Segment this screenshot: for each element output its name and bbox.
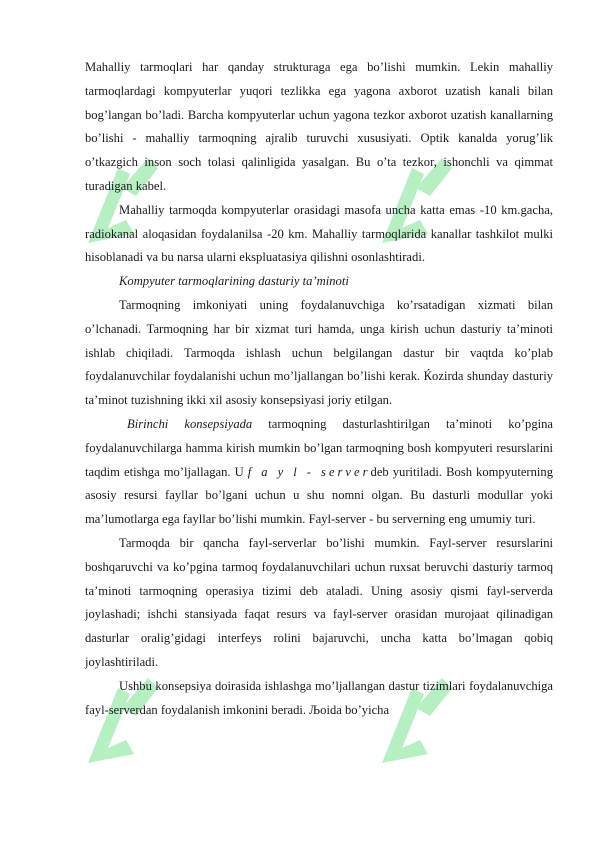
paragraph: Tarmoqda bir qancha fayl-serverlar bo’lishi mumkin. Fayl-server resurslarini boshqaruvchi va ko’pgina tarmoq foydalanuvchilari uchun ruxsat beruvchi dasturiy tarmoq ta’minoti tarmoqning operasiya tizimi deb ataladi. Uning asosiy qismi fayl-serverda joylashadi; ishchi stansiyada faqat resurs va fayl-server orasidan murojaat qilinadigan dasturlar oralig’gidagi interfeys rolini bajaruvchi, uncha katta bo’lmagan qobiq joylashtiriladi. [85, 535, 553, 669]
term-emphasis: Birinchi konsepsiyada [127, 416, 253, 431]
paragraph-text: tarmoqning dasturlashtirilgan ta’minoti ko’pgina foydalanuvchilarga hamma kirish mumkin bo’lgan tarmoqning bosh kompyuteri resurslarini taqdim etishga mo’ljallagan. U [85, 416, 553, 479]
paragraph: Mahalliy tarmoqda kompyuterlar orasidagi masofa uncha katta emas -10 km.gacha, radiokanal aloqasidan foydalanilsa -20 km. Mahalliy tarmoqlarida kanallar tashkilot mulki hisoblanadi va bu narsa ularni ekspluatasiya qilishni osonlashtiradi. [85, 202, 553, 265]
section-heading: Kompyuter tarmoqlarining dasturiy ta’minoti [119, 274, 349, 289]
body-text [85, 56, 553, 722]
paragraph [85, 413, 553, 532]
paragraph: Tarmoqning imkoniyati uning foydalanuvchiga ko’rsatadigan xizmati bilan o’lchanadi. Tarmoqning har bir xizmat turi hamda, unga kirish uchun dasturiy ta’minoti ishlab chiqiladi. Tarmoqda ishlash uchun belgilangan dastur bir vaqtda ko’plab foydalanuvchilar foydalanishi uchun mo’ljallangan bo’lishi kerak. Ќozirda shunday dasturiy ta’minot tuzishning ikki xil asosiy konsepsiyasi joriy etilgan. [85, 297, 553, 408]
paragraph: Mahalliy tarmoqlari har qanday strukturaga ega bo’lishi mumkin. Lekin mahalliy tarmoqlardagi kompyuterlar yuqori tezlikka ega yagona axborot uzatish kanali bilan bog’langan bo’ladi. Barcha kompyuterlar uchun yagona tezkor axborot uzatish kanallarning bo’lishi - mahalliy tarmoqning ajralib turuvchi xususiyati. Optik kanalda yorug’lik o’tkazgich inson soch tolasi qalinligida yasalgan. Bu o’ta tezkor, ishonchli va qimmat turadigan kabel. [85, 60, 553, 193]
paragraph: Ushbu konsepsiya doirasida ishlashga mo’ljallangan dastur tizimlari foydalanuvchiga fayl-serverdan foydalanish imkonini beradi. Љoida bo’yicha [85, 678, 553, 717]
term-spaced: f a y l - server [247, 464, 371, 479]
paragraph-text: deb yuritiladi. Bosh kompyuterning asosiy resursi fayllar bo’lgani uchun u shu nomni olgan. Bu dasturli modullar yoki ma’lumotlarga ega fayllar bo’lishi mumkin. Fayl-server - bu serverning eng umumiy turi. [85, 464, 554, 527]
